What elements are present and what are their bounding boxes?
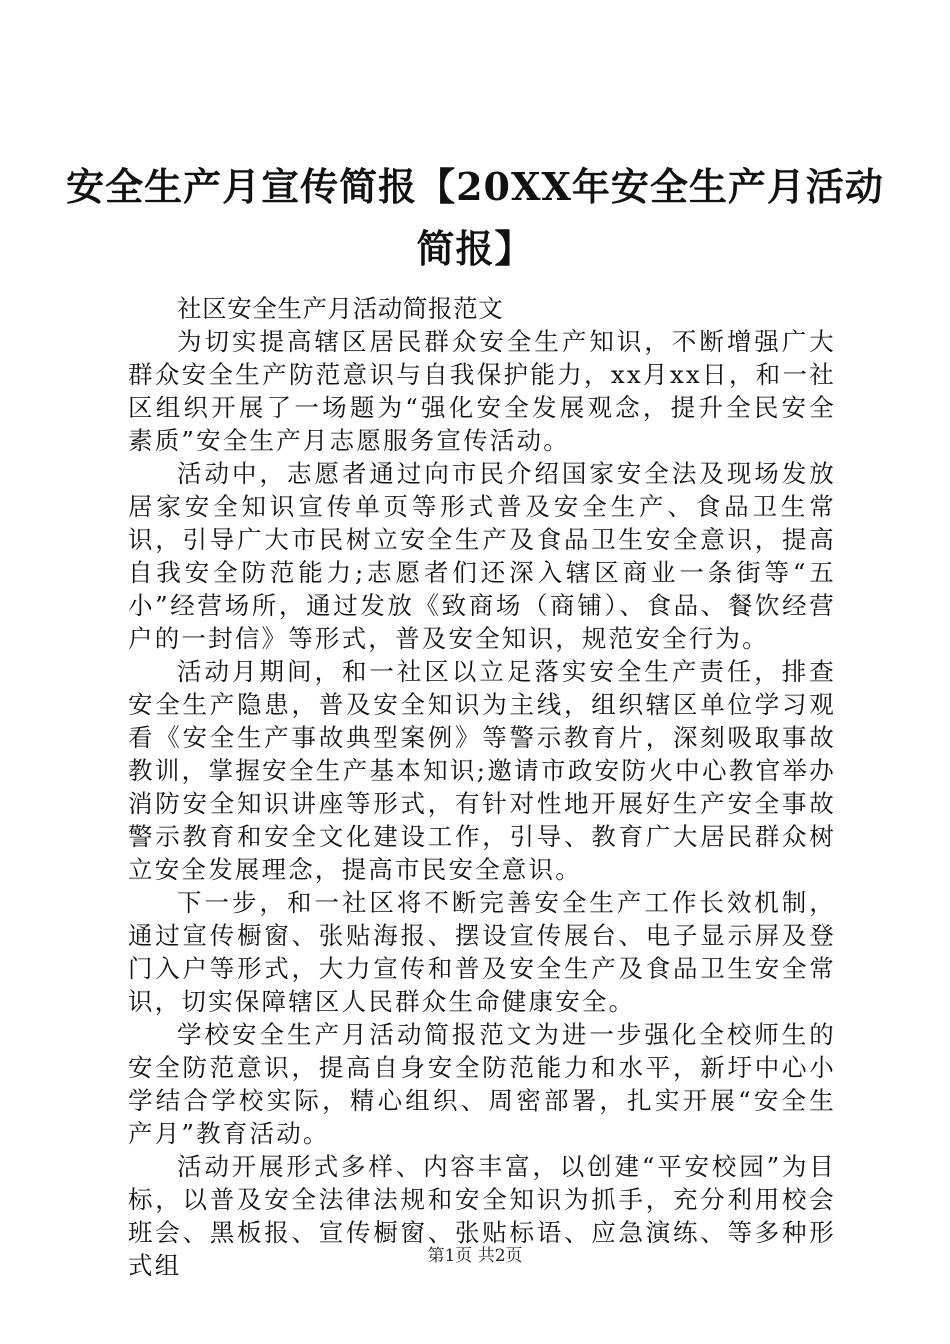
- body-paragraph: 活动开展形式多样、内容丰富，以创建“平安校园”为目标，以普及安全法律法规和安全知识为抓手，充分利用校会班会、黑板报、宣传橱窗、张贴标语、应急演练、等多种形式组: [128, 1152, 836, 1280]
- body-paragraph: 活动中，志愿者通过向市民介绍国家安全法及现场发放居家安全知识宣传单页等形式普及安全生产、食品卫生常识，引导广大市民树立安全生产及食品卫生安全意识，提高自我安全防范能力;志愿者们还深入辖区商业一条街等“五小”经营场所，通过发放《致商场（商铺）、食品、餐饮经营户的一封信》等形式，普及安全知识，规范安全行为。: [128, 459, 836, 653]
- body-paragraph: 社区安全生产月活动简报范文: [177, 294, 504, 323]
- body-paragraph: 学校安全生产月活动简报范文为进一步强化全校师生的安全防范意识，提高自身安全防范能力和水平，新圩中心小学结合学校实际，精心组织、周密部署，扎实开展“安全生产月”教育活动。: [128, 1020, 836, 1148]
- document-body: [128, 292, 836, 1282]
- document-title: 安全生产月宣传简报【20XX年安全生产月活动简报】: [66, 164, 884, 271]
- body-paragraph: 下一步，和一社区将不断完善安全生产工作长效机制，通过宣传橱窗、张贴海报、摆设宣传展台、电子显示屏及登门入户等形式，大力宣传和普及安全生产及食品卫生安全常识，切实保障辖区人民群众生命健康安全。: [128, 888, 836, 1016]
- body-paragraph: 为切实提高辖区居民群众安全生产知识，不断增强广大群众安全生产防范意识与自我保护能力，xx月xx日，和一社区组织开展了一场题为“强化安全发展观念，提升全民安全素质”安全生产月志愿服务宣传活动。: [128, 327, 836, 455]
- body-paragraph: 活动月期间，和一社区以立足落实安全生产责任，排查安全生产隐患，普及安全知识为主线，组织辖区单位学习观看《安全生产事故典型案例》等警示教育片，深刻吸取事故教训，掌握安全生产基本知识;邀请市政安防火中心教官举办消防安全知识讲座等形式，有针对性地开展好生产安全事故警示教育和安全文化建设工作，引导、教育广大居民群众树立安全发展理念，提高市民安全意识。: [128, 657, 836, 884]
- page-number-footer: 第1页 共2页: [427, 1246, 523, 1266]
